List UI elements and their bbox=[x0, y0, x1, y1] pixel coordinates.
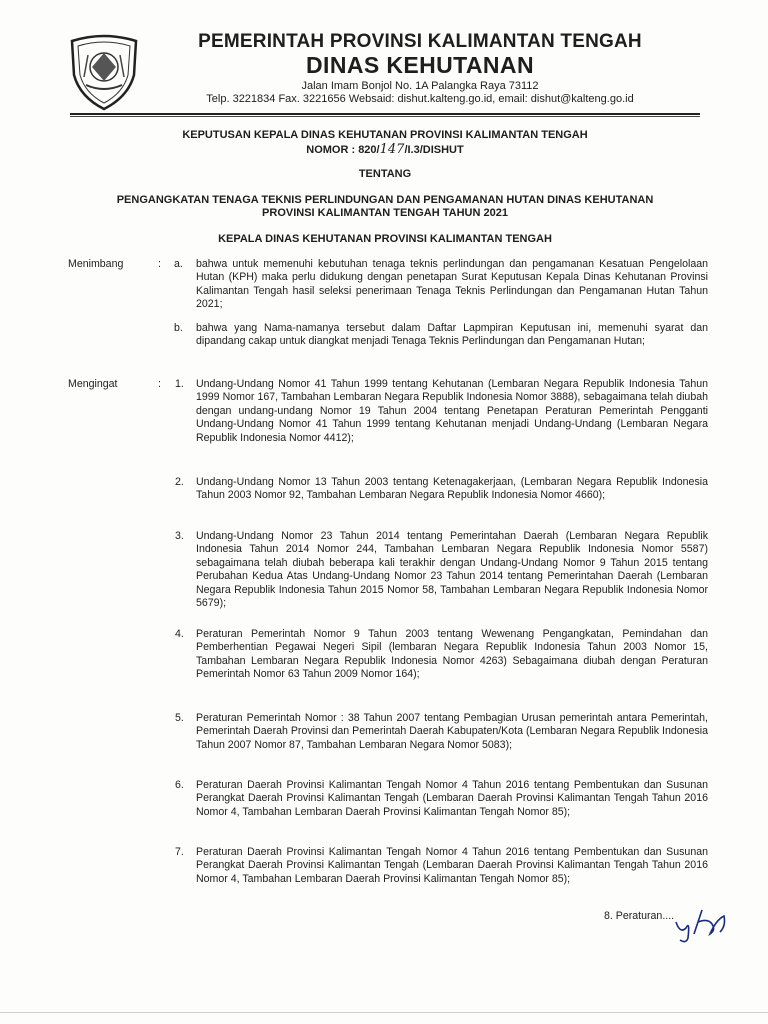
agency-address: Jalan Imam Bonjol No. 1A Palangka Raya 73112 bbox=[301, 80, 539, 92]
mengingat-item-5: Peraturan Pemerintah Nomor : 38 Tahun 2007 tentang Pembagian Urusan pemerintah antara Pemerintah, Pemerintah Daerah Provinsi dan Pemerintah Daerah Kabupaten/Kota (Lembaran Negara Republik Indonesia Tahun 2007 Nomor 87, Tambahan Lembaran Negara Nomor 5083); bbox=[196, 712, 708, 751]
decree-number bbox=[60, 142, 710, 157]
letterhead-rule-thick bbox=[70, 113, 700, 115]
mengingat-item-1: Undang-Undang Nomor 41 Tahun 1999 tentang Kehutanan (Lembaran Negara Republik Indonesia Tahun 1999 Nomor 167, Tambahan Lembaran Negara Republik Indonesia Nomor 3888), sebagaimana telah diubah dengan undang-undang Nomor 19 Tahun 2004 tentang Penetapan Peraturan Pemerintah Pengganti Undang-Undang Nomor 41 Tahun 1999 tentang Kehutanan menjadi Undang-Undang (Lembaran Negara Republik Indonesia Nomor 4412); bbox=[196, 378, 708, 444]
menimbang-mark-b: b. bbox=[174, 322, 183, 334]
mengingat-item-6: Peraturan Daerah Provinsi Kalimantan Tengah Nomor 4 Tahun 2016 tentang Pembentukan dan Susunan Perangkat Daerah Provinsi Kalimantan Tengah (Lembaran Daerah Provinsi Kalimantan Tengah Tahun 2016 Nomor 4, Tambahan Lembaran Daerah Provinsi Kalimantan Tengah Nomor 85); bbox=[196, 779, 708, 818]
mengingat-item-2: Undang-Undang Nomor 13 Tahun 2003 tentang Ketenagakerjaan, (Lembaran Negara Republik Indonesia Tahun 2003 Nomor 92, Tambahan Lembaran Negara Republik Indonesia Nomor 4660); bbox=[196, 476, 708, 502]
menimbang-mark-a: a. bbox=[174, 258, 183, 270]
mengingat-mark-7: 7. bbox=[175, 846, 184, 858]
menimbang-label: Menimbang bbox=[68, 258, 124, 270]
continuation-label: 8. Peraturan bbox=[604, 910, 663, 922]
mengingat-item-3: Undang-Undang Nomor 23 Tahun 2014 tentang Pemerintahan Daerah (Lembaran Negara Republik Indonesia Tahun 2014 Nomor 244, Tambahan Lembaran Negara Republik Indonesia Nomor 5587) sebagaimana telah diubah beberapa kali terakhir dengan Undang-Undang Nomor 9 Tahun 2015 tentang Perubahan Kedua Atas Undang-Undang Nomor 23 Tahun 2014 tentang Pemerintahan Daerah (Lembaran Negara Republik Indonesia Tahun 2015 Nomor 58, Tambahan Lembaran Negara Republik Indonesia Nomor 5679); bbox=[196, 530, 708, 610]
issuer-heading: KEPALA DINAS KEHUTANAN PROVINSI KALIMANTAN TENGAH bbox=[218, 233, 552, 245]
menimbang-item-b: bahwa yang Nama-namanya tersebut dalam Daftar Lapmpiran Keputusan ini, memenuhi syarat dan dipandang cakap untuk diangkat menjadi Tenaga Teknis Perlindungan dan Pengamanan Hutan; bbox=[196, 322, 708, 348]
subject-line-2: PROVINSI KALIMANTAN TENGAH TAHUN 2021 bbox=[262, 207, 508, 219]
letterhead-rule-thin bbox=[70, 116, 700, 117]
mengingat-mark-2: 2. bbox=[175, 476, 184, 488]
mengingat-colon: : bbox=[158, 378, 161, 390]
mengingat-mark-5: 5. bbox=[175, 712, 184, 724]
tentang-heading: TENTANG bbox=[358, 168, 412, 180]
decree-number-handwritten: 147 bbox=[379, 142, 405, 157]
decree-number-prefix: NOMOR : 820/ bbox=[306, 144, 380, 156]
mengingat-item-7: Peraturan Daerah Provinsi Kalimantan Tengah Nomor 4 Tahun 2016 tentang Pembentukan dan Susunan Perangkat Daerah Provinsi Kalimantan Tengah (Lembaran Daerah Provinsi Kalimantan Tengah Tahun 2016 Nomor 4, Tambahan Lembaran Daerah Provinsi Kalimantan Tengah Nomor 85); bbox=[196, 846, 708, 885]
decree-number-suffix: /I.3/DISHUT bbox=[404, 144, 464, 156]
provincial-emblem-logo bbox=[68, 33, 140, 111]
handwritten-initial bbox=[672, 900, 730, 946]
continuation-text bbox=[604, 910, 674, 922]
menimbang-item-a: bahwa untuk memenuhi kebutuhan tenaga teknis perlindungan dan pengamanan Kesatuan Pengelolaan Hutan (KPH) maka perlu didukung dengan penetapan Surat Keputusan Kepala Dinas Kehutanan Provinsi Kalimantan Tengah hasil seleksi penerimaan Tenaga Teknis Perlindungan dan Pengamanan Hutan Tahun 2021; bbox=[196, 258, 708, 311]
agency-name: DINAS KEHUTANAN bbox=[306, 52, 534, 78]
mengingat-item-4: Peraturan Pemerintah Nomor 9 Tahun 2003 tentang Wewenang Pengangkatan, Pemindahan dan Pemberhentian Pegawai Negeri Sipil (lembaran Negara Republik Indonesia Tahun 2003 Nomor 15, Tambahan Lembaran Negara Republik Indonesia Nomor 4263) Sebagaimana diubah dengan Peraturan Pemerintah Nomor 63 Tahun 2009 Nomor 164); bbox=[196, 628, 708, 681]
mengingat-label: Mengingat bbox=[68, 378, 118, 390]
continuation-dots: .... bbox=[662, 910, 675, 922]
agency-contact: Telp. 3221834 Fax. 3221656 Websaid: dishut.kalteng.go.id, email: dishut@kalteng.go.id bbox=[206, 93, 634, 105]
government-name: PEMERINTAH PROVINSI KALIMANTAN TENGAH bbox=[198, 31, 642, 52]
page-bottom-edge bbox=[0, 1012, 768, 1013]
decree-title: KEPUTUSAN KEPALA DINAS KEHUTANAN PROVINSI KALIMANTAN TENGAH bbox=[182, 129, 588, 141]
mengingat-mark-3: 3. bbox=[175, 530, 184, 542]
menimbang-colon: : bbox=[158, 258, 161, 270]
subject-line-1: PENGANGKATAN TENAGA TEKNIS PERLINDUNGAN DAN PENGAMANAN HUTAN DINAS KEHUTANAN bbox=[116, 194, 654, 206]
mengingat-mark-6: 6. bbox=[175, 779, 184, 791]
mengingat-mark-4: 4. bbox=[175, 628, 184, 640]
mengingat-mark-1: 1. bbox=[175, 378, 184, 390]
